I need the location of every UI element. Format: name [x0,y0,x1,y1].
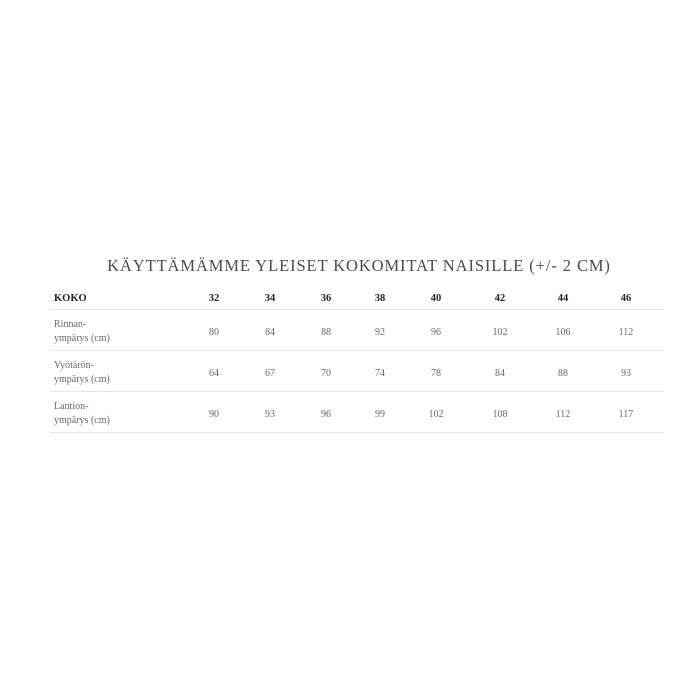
table-cell: 102 [492,327,508,338]
row-label-hip-line2: ympärys (cm) [54,415,110,426]
size-header-36: 36 [320,293,332,304]
table-cell: 102 [428,409,444,420]
row-label-bust [54,318,110,346]
table-cell: 74 [375,368,385,379]
table-cell: 117 [618,409,634,420]
table-cell: 92 [375,327,385,338]
page-title: KÄYTTÄMÄMME YLEISET KOKOMITAT NAISILLE (+/- 2 CM) [107,256,611,275]
row-label-bust-line1: Rinnan- [54,319,87,330]
table-cell: 112 [618,327,634,338]
size-header-42: 42 [494,293,506,304]
table-cell: 106 [555,327,571,338]
table-cell: 93 [621,368,631,379]
size-header-38: 38 [374,293,386,304]
table-cell: 88 [558,368,568,379]
table-cell: 80 [209,327,219,338]
table-cell: 64 [209,368,219,379]
row-label-waist-line1: Vyötärön- [54,360,94,371]
header-label-koko: KOKO [54,293,87,304]
table-row-hip [50,392,664,433]
table-cell: 99 [375,409,385,420]
table-cell: 84 [495,368,505,379]
table-cell: 96 [321,409,331,420]
table-cell: 93 [265,409,275,420]
table-row-bust [50,310,664,351]
table-cell: 112 [555,409,571,420]
table-cell: 96 [431,327,441,338]
size-chart-table [50,287,664,433]
table-cell: 84 [265,327,275,338]
table-cell: 70 [321,368,331,379]
table-header-row [50,287,664,310]
row-label-bust-line2: ympärys (cm) [54,333,110,344]
table-row-waist [50,351,664,392]
size-header-32: 32 [208,293,220,304]
size-header-34: 34 [264,293,276,304]
row-label-waist [54,359,110,387]
size-header-40: 40 [430,293,442,304]
table-cell: 88 [321,327,331,338]
table-cell: 78 [431,368,441,379]
size-header-44: 44 [557,293,569,304]
table-cell: 90 [209,409,219,420]
row-label-hip-line1: Lantion- [54,401,89,412]
table-cell: 67 [265,368,275,379]
size-header-46: 46 [620,293,632,304]
row-label-waist-line2: ympärys (cm) [54,374,110,385]
table-cell: 108 [492,409,508,420]
row-label-hip [54,400,110,428]
